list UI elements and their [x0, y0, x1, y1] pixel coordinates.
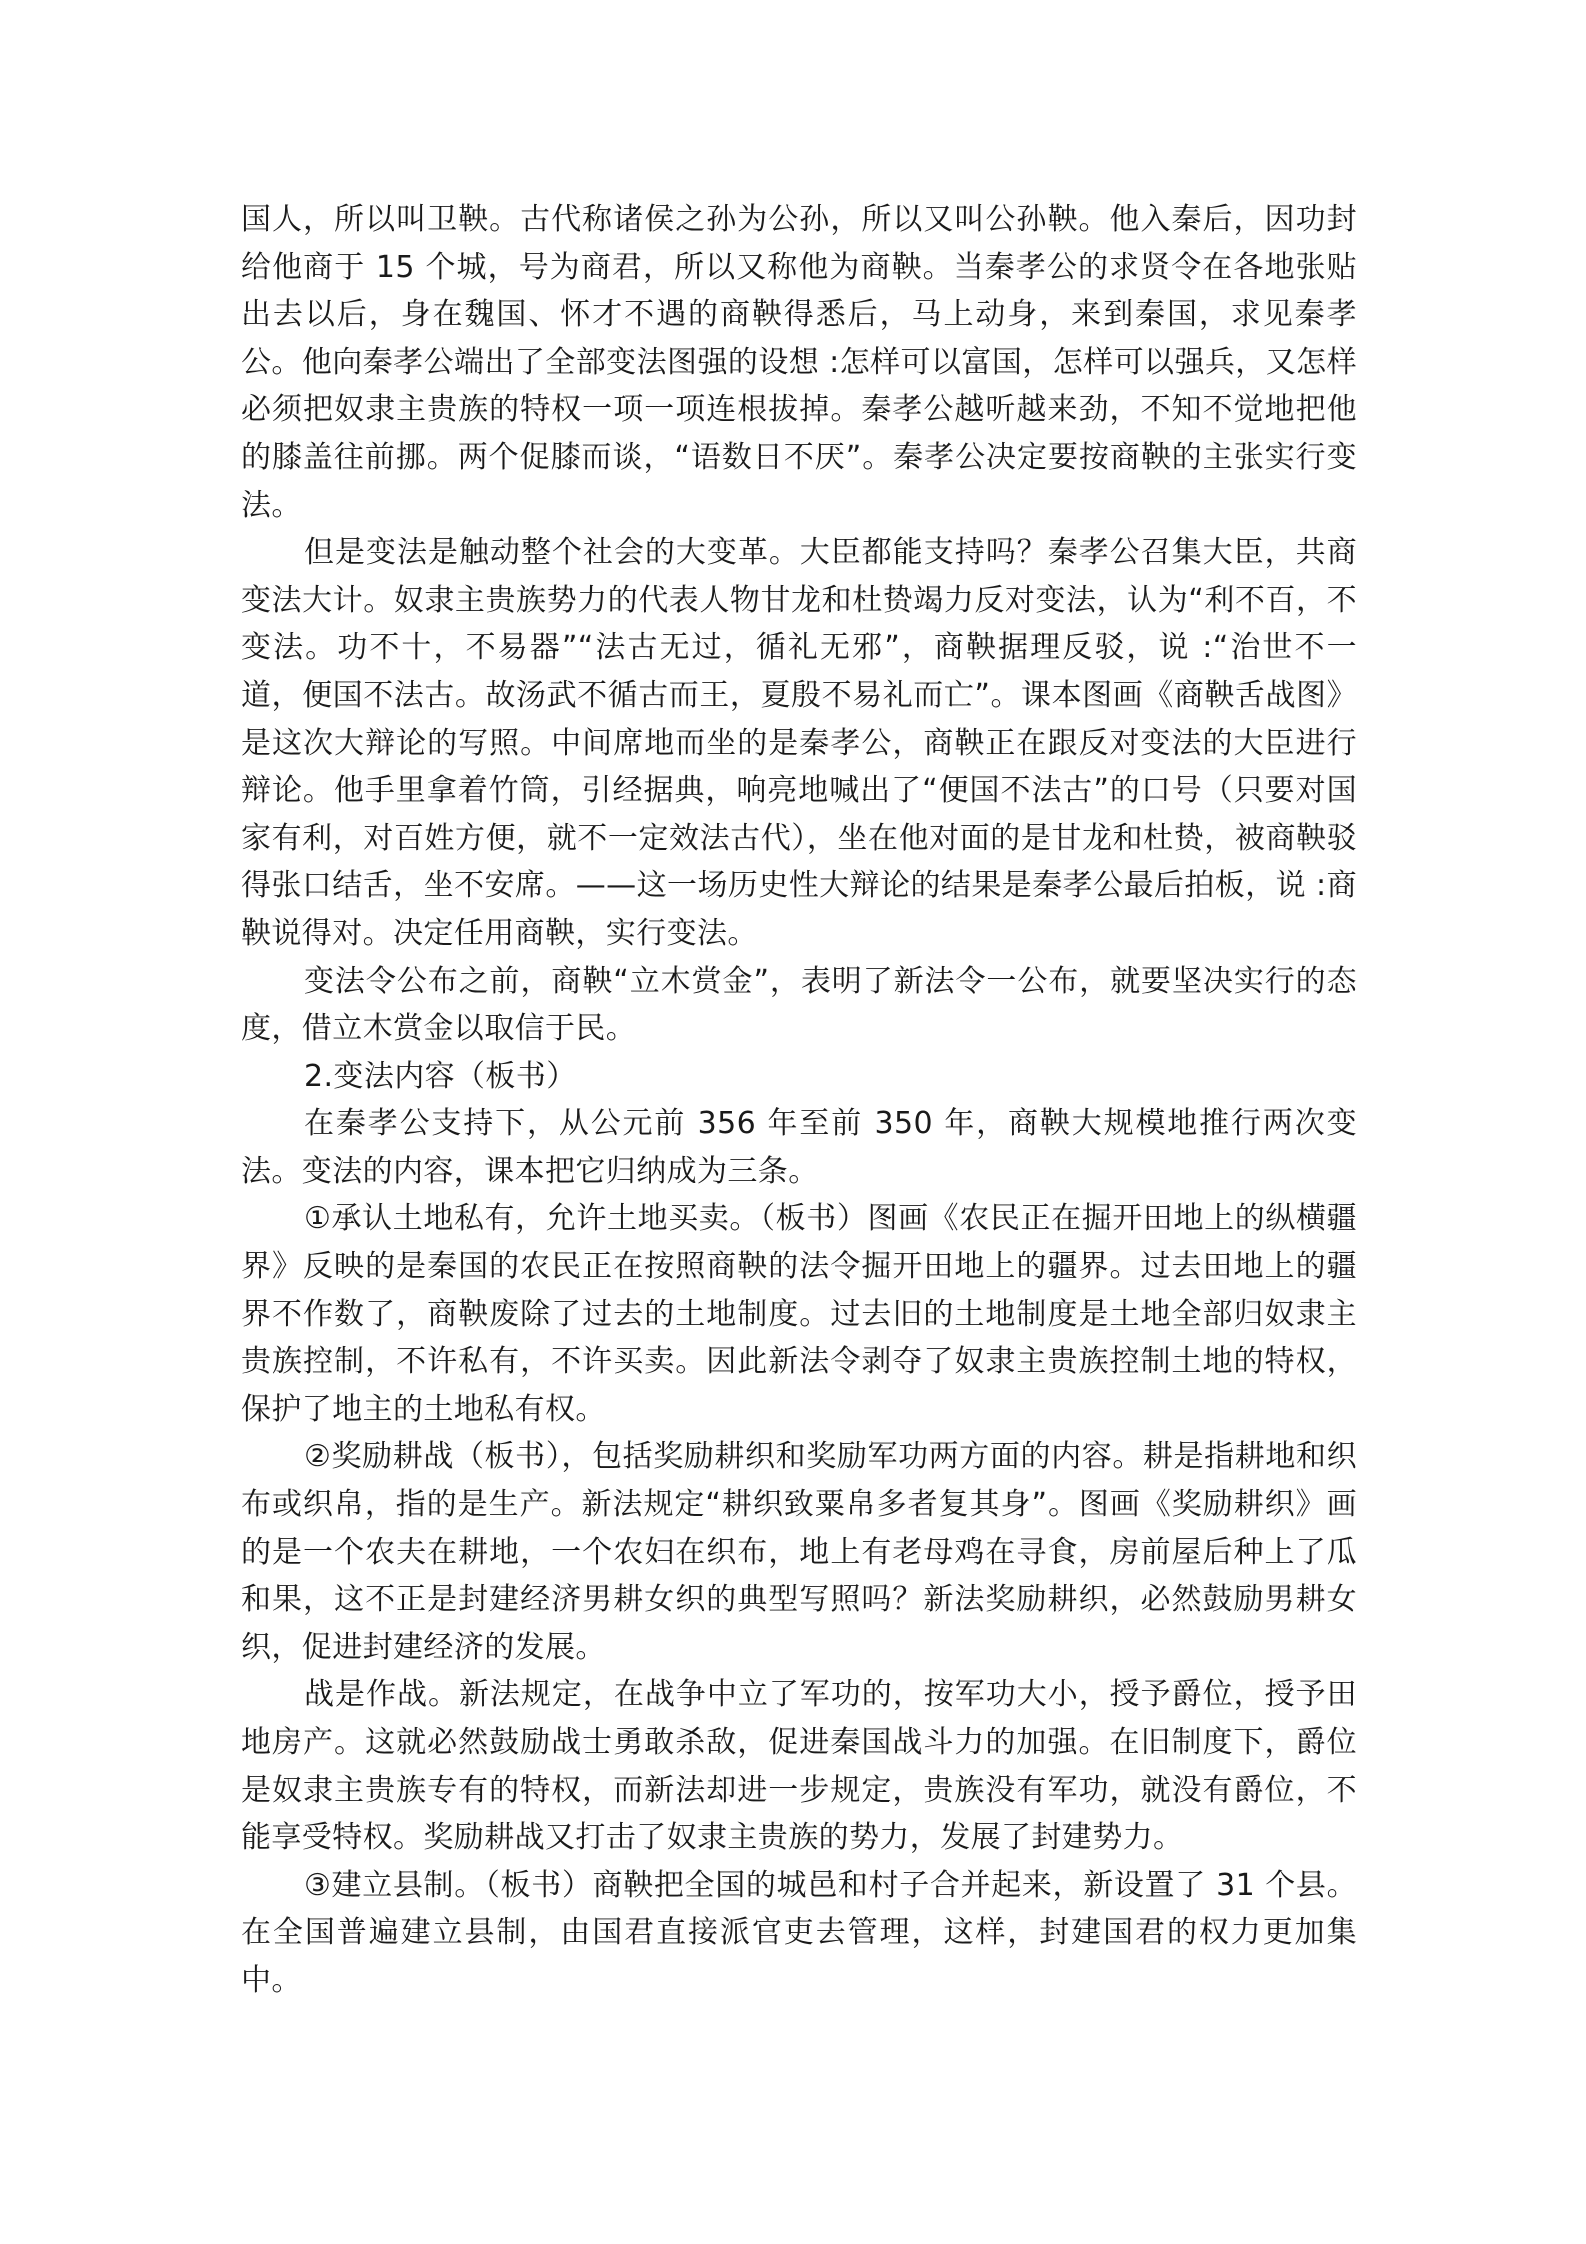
paragraph-land-ownership: ①承认土地私有，允许土地买卖。（板书）图画《农民正在掘开田地上的纵横疆界》反映的是秦国的农民正在按照商鞅的法令掘开田地上的疆界。过去田地上的疆界不作数了，商鞅废除了过去的土地制度。过去旧的土地制度是土地全部归奴隶主贵族控制，不许私有，不许买卖。因此新法令剥夺了奴隶主贵族控制土地的特权，保护了地主的土地私有权。	[241, 1201, 1357, 1427]
body-text	[241, 196, 1357, 2005]
paragraph-debate: 但是变法是触动整个社会的大变革。大臣都能支持吗？秦孝公召集大臣，共商变法大计。奴隶主贵族势力的代表人物甘龙和杜贽竭力反对变法，认为“利不百，不变法。功不十，不易器”“法古无过，循礼无邪”，商鞅据理反驳，说 :“治世不一道，便国不法古。故汤武不循古而王，夏殷不易礼而亡”。课本图画《商鞅舌战图》是这次大辩论的写照。中间席地而坐的是秦孝公，商鞅正在跟反对变法的大臣进行辩论。他手里拿着竹筒，引经据典，响亮地喊出了“便国不法古”的口号（只要对国家有利，对百姓方便，就不一定效法古代），坐在他对面的是甘龙和杜贽，被商鞅驳得张口结舌，坐不安席。——这一场历史性大辩论的结果是秦孝公最后拍板，说 :商鞅说得对。决定任用商鞅，实行变法。	[241, 535, 1357, 951]
paragraph-county-system: ③建立县制。（板书）商鞅把全国的城邑和村子合并起来，新设置了 31 个县。在全国普遍建立县制，由国君直接派官吏去管理，这样，封建国君的权力更加集中。	[241, 1867, 1357, 1998]
section-heading-reform-content: 2.变法内容（板书）	[304, 1058, 577, 1094]
paragraph-wei-yang-intro: 国人，所以叫卫鞅。古代称诸侯之孙为公孙，所以又叫公孙鞅。他入秦后，因功封给他商于 15 个城，号为商君，所以又称他为商鞅。当秦孝公的求贤令在各地张贴出去以后，身在魏国、怀才不遇的商鞅得悉后，马上动身，来到秦国，求见秦孝公。他向秦孝公端出了全部变法图强的设想 :怎样可以富国，怎样可以强兵，又怎样必须把奴隶主贵族的特权一项一项连根拔掉。秦孝公越听越来劲，不知不觉地把他的膝盖往前挪。两个促膝而谈，“语数日不厌”。秦孝公决定要按商鞅的主张实行变法。	[241, 202, 1357, 523]
paragraph-reward-military: 战是作战。新法规定，在战争中立了军功的，按军功大小，授予爵位，授予田地房产。这就必然鼓励战士勇敢杀敌，促进秦国战斗力的加强。在旧制度下，爵位是奴隶主贵族专有的特权，而新法却进一步规定，贵族没有军功，就没有爵位，不能享受特权。奖励耕战又打击了奴隶主贵族的势力，发展了封建势力。	[241, 1677, 1357, 1856]
paragraph-li-mu-shang-jin: 变法令公布之前，商鞅“立木赏金”，表明了新法令一公布，就要坚决实行的态度，借立木赏金以取信于民。	[241, 963, 1357, 1047]
paragraph-reward-farming: ②奖励耕战（板书），包括奖励耕织和奖励军功两方面的内容。耕是指耕地和织布或织帛，指的是生产。新法规定“耕织致粟帛多者复其身”。图画《奖励耕织》画的是一个农夫在耕地，一个农妇在织布，地上有老母鸡在寻食，房前屋后种上了瓜和果，这不正是封建经济男耕女织的典型写照吗？新法奖励耕织，必然鼓励男耕女织，促进封建经济的发展。	[241, 1439, 1357, 1665]
paragraph-reform-overview: 在秦孝公支持下，从公元前 356 年至前 350 年，商鞅大规模地推行两次变法。变法的内容，课本把它归纳成为三条。	[241, 1106, 1357, 1189]
